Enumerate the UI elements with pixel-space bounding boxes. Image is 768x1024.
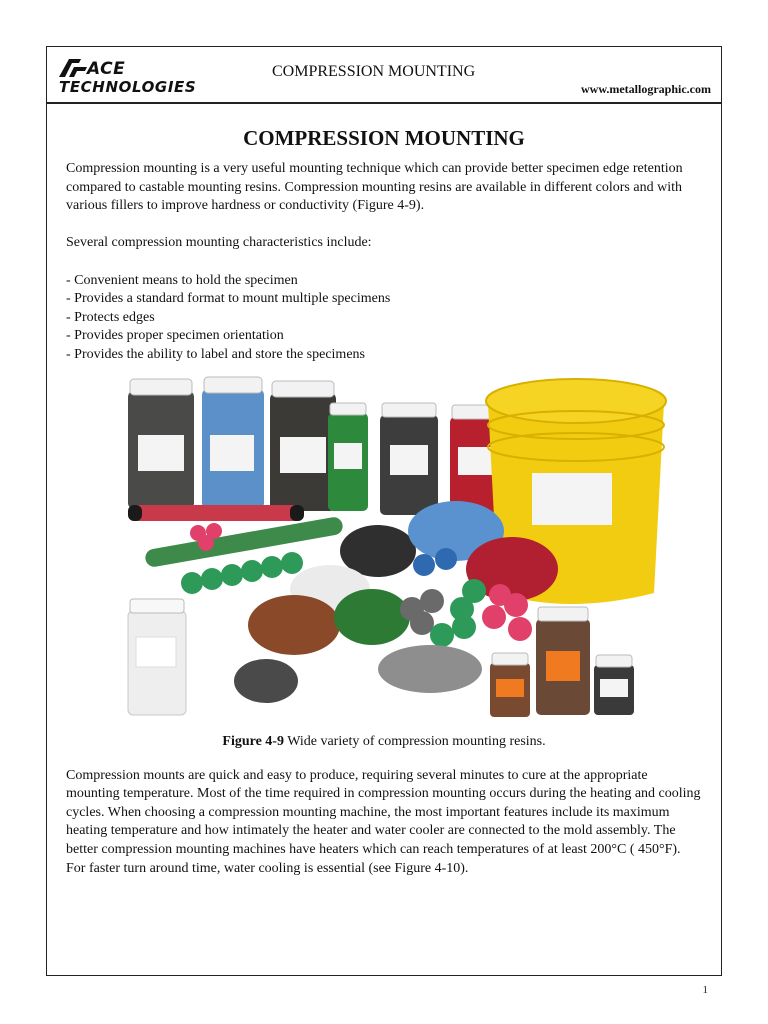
body-paragraph: Compression mounts are quick and easy to produce, requiring several minutes to cure at the appropriate mounting temperature. Most of the time required in compression mounting occurs during the heating and cooling cycles. When choosing a compression mounting machine, the most important features include its maximum heating temperature and how intimately the heater and water cooler are connected to the mold assembly. The better compression mounting machines have heaters which can reach temperatures of at least 200°C ( 450°F). For faster turn around time, water cooling is essential (see Figure 4-10).: [66, 767, 701, 876]
page-heading: COMPRESSION MOUNTING: [243, 126, 525, 150]
list-item: - Protects edges: [66, 309, 155, 325]
logo-word-technologies: TECHNOLOGIES: [59, 78, 197, 96]
pile-brown-powder: [248, 595, 340, 655]
jar-blue-tall: [202, 377, 264, 509]
logo-word-ace: ACE: [87, 59, 126, 79]
list-item: - Convenient means to hold the specimen: [66, 272, 298, 288]
figure-caption: [66, 733, 702, 751]
list-intro: Several compression mounting characteristics include:: [66, 235, 372, 251]
content-layer: [46, 46, 722, 976]
jar-dark-tall: [270, 381, 336, 511]
tube-red-mounts: [128, 505, 304, 521]
page-number: 1: [702, 984, 708, 996]
pile-gray-powder: [378, 645, 482, 693]
list-item: - Provides proper specimen orientation: [66, 328, 284, 344]
jar-white: [128, 599, 186, 715]
spacer: [66, 216, 702, 235]
jar-black-medium: [380, 403, 438, 515]
intro-paragraph: Compression mounting is a very useful mounting technique which can provide better specimen edge retention compared to castable mounting resins. Compression mounting resins are available in different colors and with various fillers to improve hardness or conductivity (Figure 4-9).: [66, 161, 683, 214]
pile-green-powder: [334, 589, 410, 645]
header-url-link[interactable]: www.metallographic.com: [581, 82, 711, 96]
tube-green-mounts: [144, 515, 344, 567]
figure-resins-photo: [66, 373, 702, 727]
header-title: COMPRESSION MOUNTING: [272, 63, 476, 80]
resins-photo-illustration: [66, 373, 702, 727]
main-content: [66, 124, 702, 878]
figure-caption-text: Wide variety of compression mounting resins.: [283, 733, 546, 749]
jar-black-small: [594, 655, 634, 715]
list-item: - Provides the ability to label and store the specimens: [66, 346, 365, 362]
mounts-green-loose: [430, 579, 486, 647]
spacer: [66, 253, 702, 272]
jar-brown-small: [490, 653, 530, 717]
jar-brown-medium: [536, 607, 590, 715]
jar-green: [328, 403, 368, 511]
list-item: - Provides a standard format to mount multiple specimens: [66, 291, 391, 307]
pile-dark-granules: [234, 659, 298, 703]
figure-label: Figure 4-9: [222, 733, 284, 749]
jar-black-tall: [128, 379, 194, 509]
characteristics-list: [66, 272, 702, 365]
